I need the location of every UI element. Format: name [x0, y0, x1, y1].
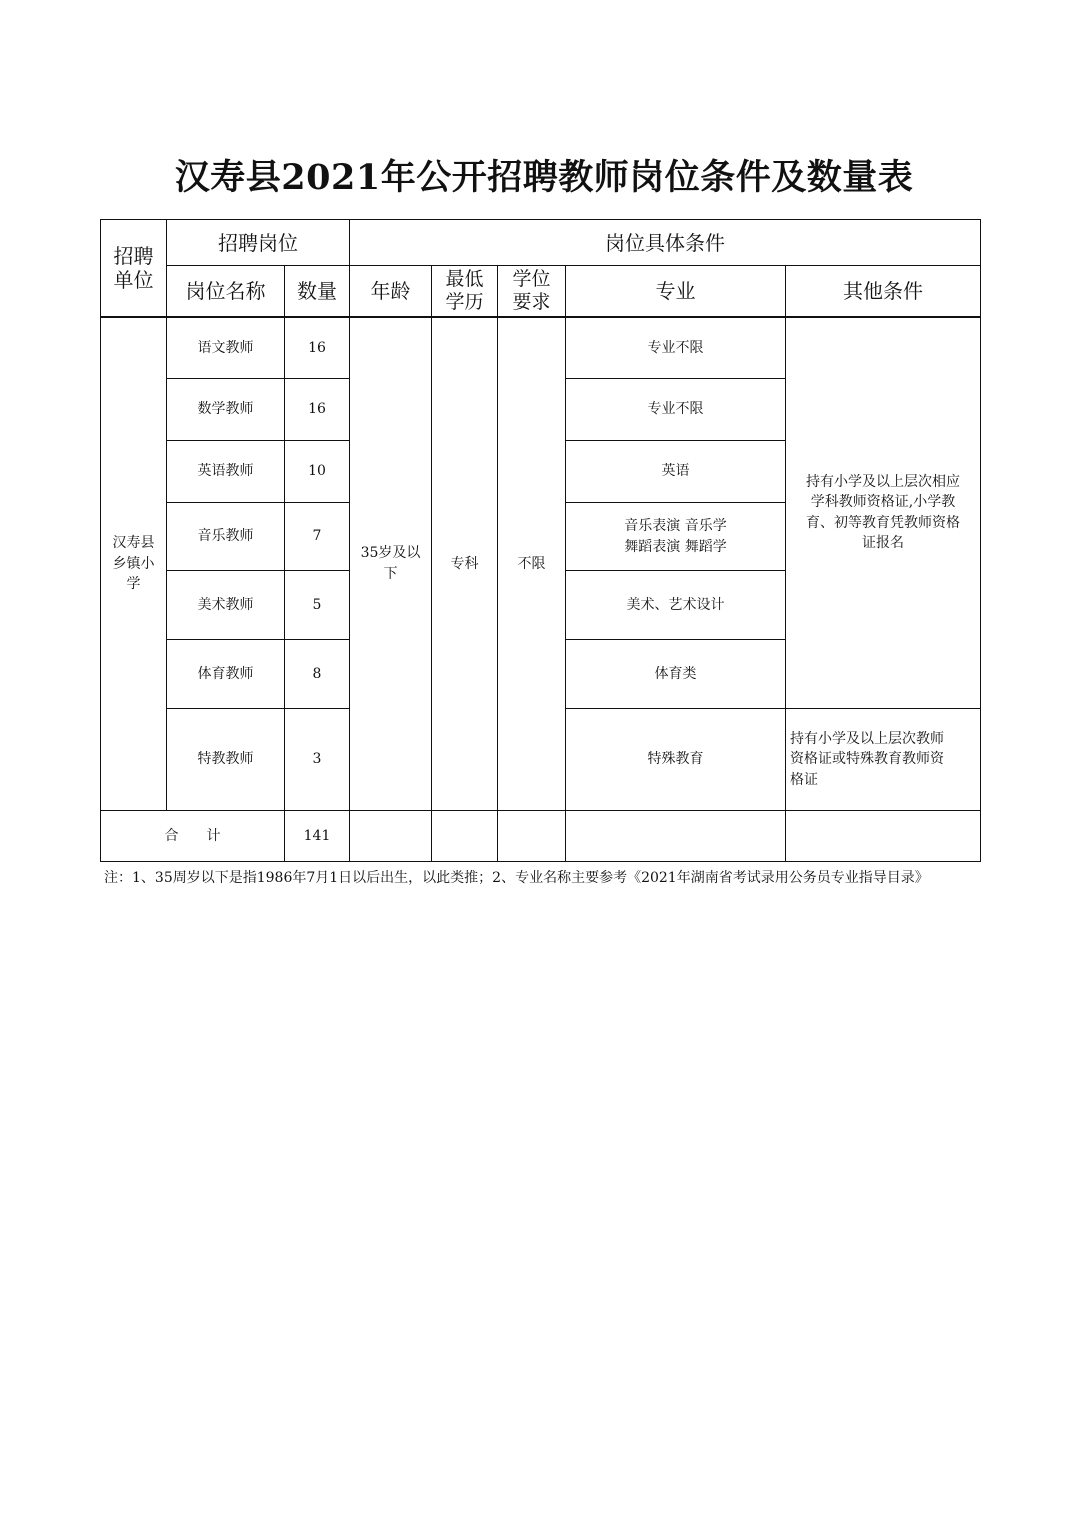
count-cell: 16: [285, 317, 350, 379]
major-cell: 专业不限: [566, 379, 786, 441]
empty-cell: [432, 811, 498, 862]
post-name-cell: 美术教师: [167, 571, 285, 640]
major-cell: 英语: [566, 441, 786, 503]
major-cell: 特殊教育: [566, 709, 786, 811]
total-label: 合 计: [101, 811, 285, 862]
empty-cell: [350, 811, 432, 862]
major-cell: 体育类: [566, 640, 786, 709]
footnote: 注：1、35周岁以下是指1986年7月1日以后出生，以此类推；2、专业名称主要参考《2021年湖南省考试录用公务员专业指导目录》: [104, 870, 929, 886]
count-cell: 3: [285, 709, 350, 811]
empty-cell: [786, 811, 981, 862]
header-degree: 学位 要求: [498, 266, 566, 317]
header-unit: 招聘 单位: [101, 220, 167, 317]
post-name-cell: 数学教师: [167, 379, 285, 441]
count-cell: 5: [285, 571, 350, 640]
post-name-cell: 音乐教师: [167, 503, 285, 571]
table-row: [101, 317, 981, 379]
education-cell: 专科: [432, 317, 498, 811]
total-row: [101, 811, 981, 862]
empty-cell: [566, 811, 786, 862]
count-cell: 10: [285, 441, 350, 503]
count-cell: 7: [285, 503, 350, 571]
major-cell: 专业不限: [566, 317, 786, 379]
count-cell: 16: [285, 379, 350, 441]
header-education: 最低 学历: [432, 266, 498, 317]
post-name-cell: 英语教师: [167, 441, 285, 503]
other-conditions-general: 持有小学及以上层次相应 学科教师资格证,小学教 育、初等教育凭教师资格 证报名: [786, 317, 981, 709]
post-name-cell: 语文教师: [167, 317, 285, 379]
count-cell: 8: [285, 640, 350, 709]
degree-cell: 不限: [498, 317, 566, 811]
age-cell: 35岁及以 下: [350, 317, 432, 811]
header-count: 数量: [285, 266, 350, 317]
header-major: 专业: [566, 266, 786, 317]
major-cell: 美术、艺术设计: [566, 571, 786, 640]
unit-cell: 汉寿县 乡镇小 学: [101, 317, 167, 811]
header-conditions-group: 岗位具体条件: [350, 220, 981, 266]
page-title: 汉寿县2021年公开招聘教师岗位条件及数量表: [174, 157, 914, 198]
recruitment-table: [100, 219, 981, 862]
header-other: 其他条件: [786, 266, 981, 317]
other-conditions-special: 持有小学及以上层次教师 资格证或特殊教育教师资 格证: [786, 709, 981, 811]
header-post-name: 岗位名称: [167, 266, 285, 317]
header-post-group: 招聘岗位: [167, 220, 350, 266]
empty-cell: [498, 811, 566, 862]
major-cell: 音乐表演 音乐学 舞蹈表演 舞蹈学: [566, 503, 786, 571]
header-age: 年龄: [350, 266, 432, 317]
post-name-cell: 特教教师: [167, 709, 285, 811]
post-name-cell: 体育教师: [167, 640, 285, 709]
total-count: 141: [285, 811, 350, 862]
